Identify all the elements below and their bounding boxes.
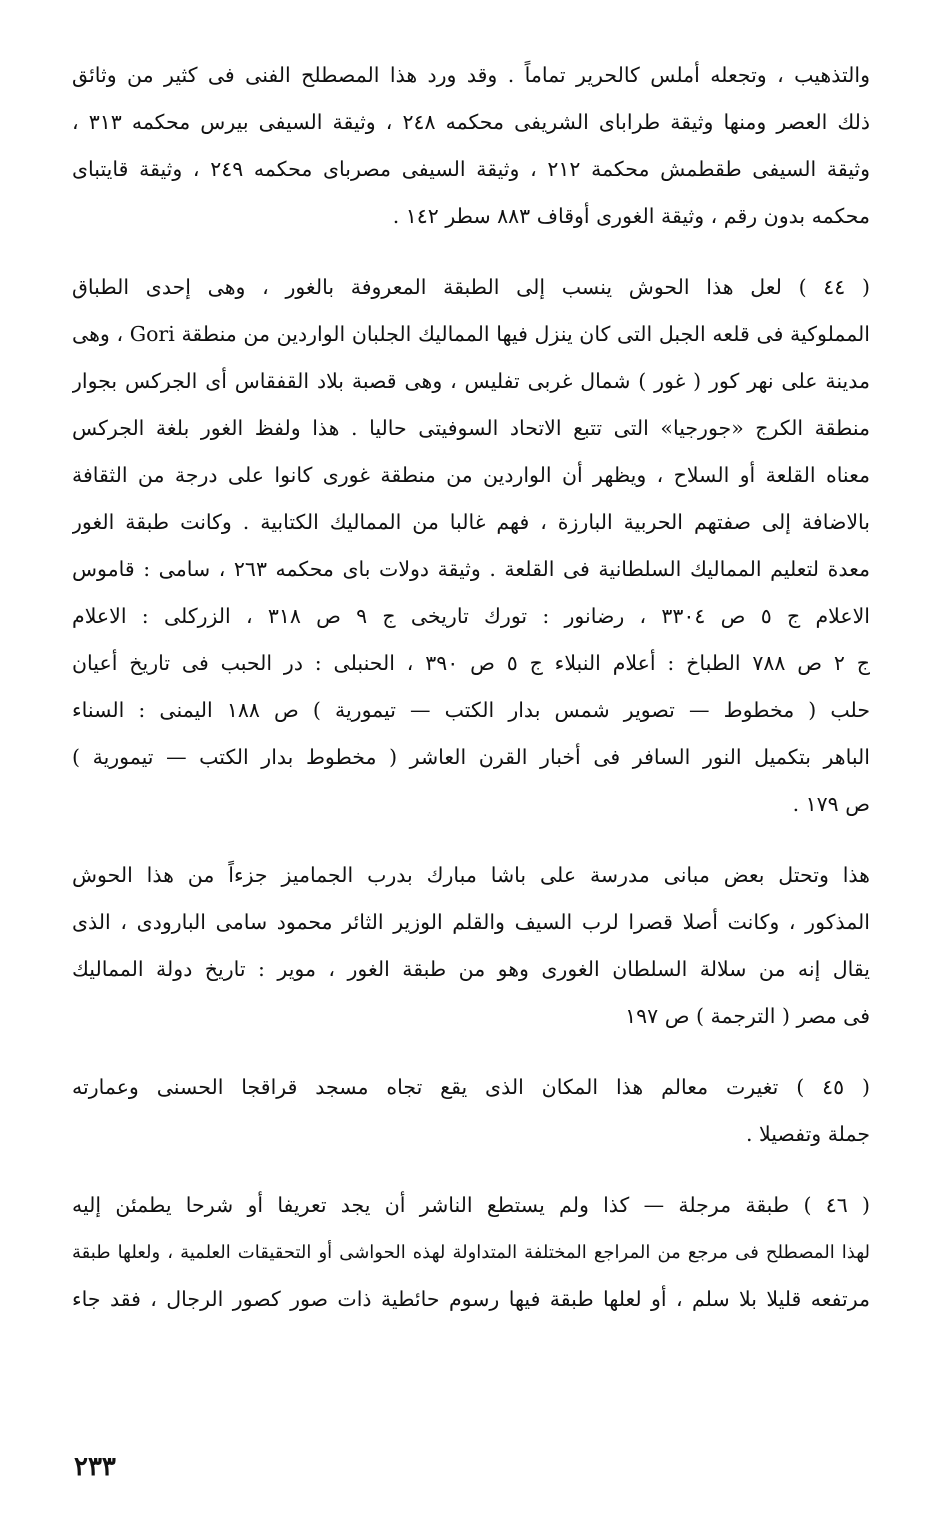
text-line: بالاضافة إلى صفتهم الحربية البارزة ، فهم غالبا من المماليك الكتابية . وكانت طبقة الغور [72,510,870,534]
text-line: الباهر بتكميل النور السافر فى أخبار القرن العاشر ( مخطوط بدار الكتب — تيمورية ) [72,745,870,769]
text-line: مرتفعه قليلا بلا سلم ، أو لعلها طبقة فيها رسوم حائطية ذات صور كصور الرجال ، فقد جاء [72,1287,870,1311]
text-line: الاعلام ج ٥ ص ٣٣٠٤ ، رضانور : تورك تاريخى ج ٩ ص ٣١٨ ، الزركلى : الاعلام [72,604,870,628]
text-line: والتذهيب ، وتجعله أملس كالحرير تماماً . وقد ورد هذا المصطلح الفنى فى كثير من وثائق [72,63,870,87]
text-line: حلب ( مخطوط — تصوير شمس بدار الكتب — تيمورية ) ص ١٨٨ اليمنى : السناء [72,698,870,722]
text-line: ( ٤٥ ) تغيرت معالم هذا المكان الذى يقع تجاه مسجد قراقجا الحسنى وعمارته [72,1075,870,1099]
text-line: هذا وتحتل بعض مبانى مدرسة على باشا مبارك بدرب الجماميز جزءاً من هذا الحوش [72,863,870,887]
paragraph-continuation-note-43 [72,52,870,240]
text-line: منطقة الكرج «جورجيا» التى تتبع الاتحاد السوفيتى حاليا . هذا ولفظ الغور بلغة الجركس [72,416,870,440]
text-line: المملوكية فى قلعه الجبل التى كان ينزل فيها المماليك الجلبان الواردين من منطقة Gori ، وهى [72,322,870,346]
text-line: ( ٤٤ ) لعل هذا الحوش ينسب إلى الطبقة المعروفة بالغور ، وهى إحدى الطباق [72,275,870,299]
text-line: فى مصر ( الترجمة ) ص ١٩٧ [625,1004,870,1028]
text-line: ( ٤٦ ) طبقة مرجلة — كذا ولم يستطع الناشر أن يجد تعريفا أو شرحا يطمئن إليه [72,1193,870,1217]
text-line: محكمه بدون رقم ، وثيقة الغورى أوقاف ٨٨٣ سطر ١٤٢ . [392,204,870,228]
text-line: معدة لتعليم المماليك السلطانية فى القلعة . وثيقة دولات باى محكمه ٢٦٣ ، سامى : قاموس [72,557,870,581]
page-body [72,52,870,1323]
text-line: ج ٢ ص ٧٨٨ الطباخ : أعلام النبلاء ج ٥ ص ٣٩٠ ، الحنبلى : در الحبب فى تاريخ أعيان [72,651,870,675]
text-line: ذلك العصر ومنها وثيقة طراباى الشريفى محكمه ٢٤٨ ، وثيقة السيفى بيرس محكمه ٣١٣ ، [72,110,870,134]
text-line: وثيقة السيفى طقطمش محكمة ٢١٢ ، وثيقة السيفى مصرباى محكمه ٢٤٩ ، وثيقة قايتباى [72,157,870,181]
text-line: جملة وتفصيلا . [745,1122,870,1146]
page-number: ٢٣٣ [74,1452,116,1482]
paragraph-note-45 [72,1064,870,1158]
text-line: المذكور ، وكانت أصلا قصرا لرب السيف والقلم الوزير الثائر محمود سامى البارودى ، الذى [72,910,870,934]
text-line: معناه القلعة أو السلاح ، ويظهر أن الواردين من منطقة غورى كانوا على درجة من الثقافة [72,463,870,487]
paragraph-hadha-note [72,852,870,1040]
paragraph-note-44 [72,264,870,828]
paragraph-note-46 [72,1182,870,1323]
text-line: مدينة على نهر كور ( غور ) شمال غربى تفليس ، وهى قصبة بلاد القفقاس أى الجركس بجوار [72,369,870,393]
text-line: ص ١٧٩ . [792,792,870,816]
text-line: يقال إنه من سلالة السلطان الغورى وهو من طبقة الغور ، موير : تاريخ دولة المماليك [72,957,870,981]
text-line: لهذا المصطلح فى مرجع من المراجع المختلفة المتداولة لهذه الحواشى أو التحقيقات العلمية ، ولعلها طبقة [72,1242,870,1263]
